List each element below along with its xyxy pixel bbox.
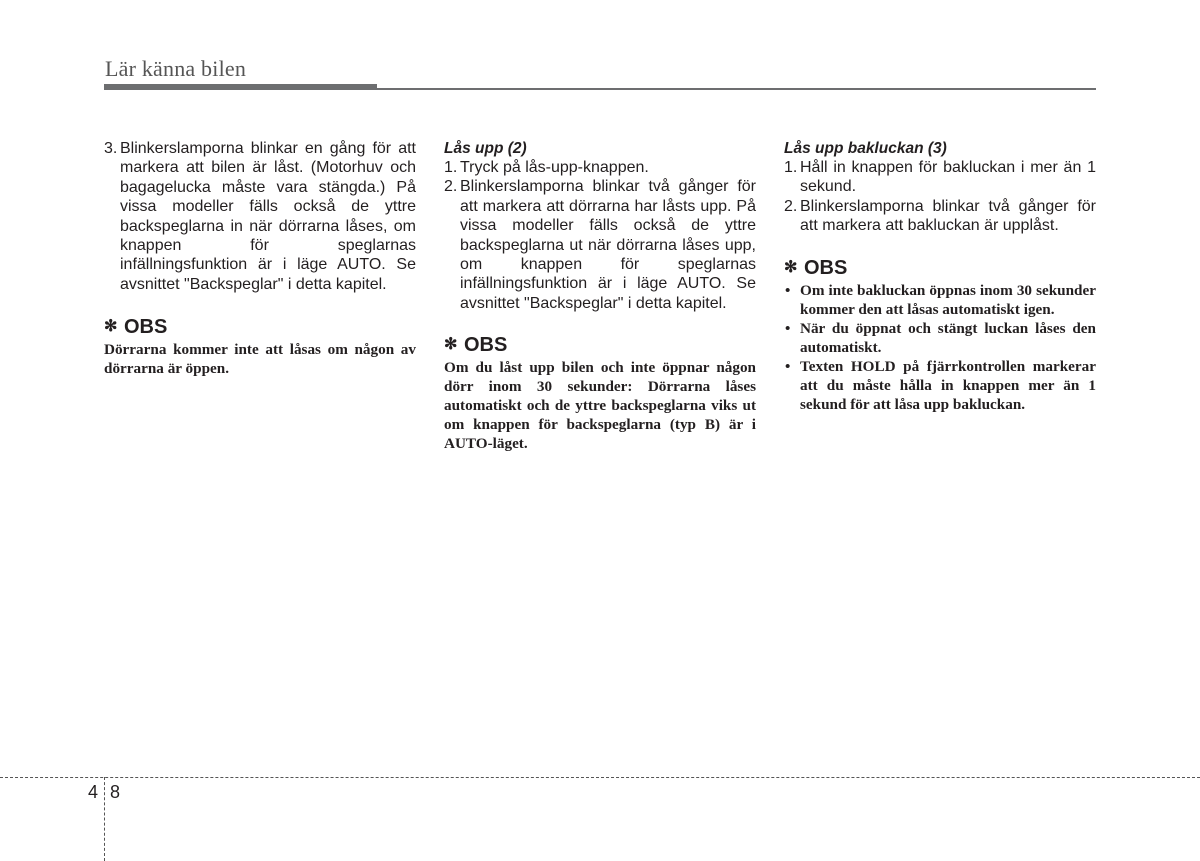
column-1: [104, 139, 416, 378]
bullet-dot-icon: •: [785, 319, 791, 337]
asterisk-note-icon: ✻: [104, 318, 118, 336]
list-item-text: Blinkerslamporna blinkar en gång för att markera att bilen är låst. (Motorhuv och bagagelucka måste vara stängda.) På vissa modeller fälls också de yttre backspeglarna in när dörrarna låses, om knappen för speglarnas infällningsfunktion är i läge AUTO. Se avsnittet "Backspeglar" i detta kapitel.: [120, 140, 416, 293]
obs-text: Om du låst upp bilen och inte öppnar någon dörr inom 30 sekunder: Dörrarna låses automatiskt och de yttre backspeglarna viks ut om knappen för backspeglarna (typ B) är i AUTO-läget.: [444, 359, 756, 453]
obs-text: Dörrarna kommer inte att låsas om någon av dörrarna är öppen.: [104, 341, 416, 378]
numbered-list: [784, 158, 1096, 236]
header-rule-thin: [377, 88, 1096, 90]
page-header-title: Lär känna bilen: [105, 56, 247, 81]
list-item-text: Blinkerslamporna blinkar två gånger för att markera att dörrarna har låsts upp. På vissa modeller fälls också de yttre backspeglarna ut när dörrarna låses upp, om knappen för speglarnas infällningsfunktion är i läge AUTO. Se avsnittet "Backspeglar" i detta kapitel.: [460, 178, 756, 312]
page-chapter-number: 4: [88, 782, 99, 802]
section-subheading: Lås upp (2): [444, 140, 527, 157]
numbered-list: [104, 139, 416, 294]
section-subheading: Lås upp bakluckan (3): [784, 140, 947, 157]
numbered-list: [444, 158, 756, 313]
list-item: [444, 177, 756, 313]
header-rule-thick: [104, 84, 377, 90]
bullet-item: [784, 281, 1096, 319]
bullet-dot-icon: •: [785, 357, 791, 375]
obs-heading-label: OBS: [804, 256, 848, 279]
list-item: [784, 158, 1096, 197]
obs-heading-label: OBS: [124, 316, 168, 339]
list-item-text: Tryck på lås-upp-knappen.: [460, 159, 649, 176]
footer-dashed-rule: [0, 777, 1200, 778]
list-item: [784, 197, 1096, 236]
list-item: [444, 158, 756, 177]
column-3: [784, 139, 1096, 414]
column-2: [444, 139, 756, 453]
list-item-number: 2.: [444, 178, 458, 196]
bullet-text: När du öppnat och stängt luckan låses den automatiskt.: [800, 319, 1096, 356]
list-item-number: 2.: [784, 197, 798, 215]
list-item-number: 3.: [104, 140, 118, 157]
obs-heading-label: OBS: [464, 334, 508, 357]
obs-heading: [104, 316, 416, 338]
bullet-list: [784, 281, 1096, 414]
list-item-number: 1.: [784, 159, 798, 176]
bullet-item: [784, 357, 1096, 414]
list-item-number: 1.: [444, 159, 458, 176]
bullet-text: Texten HOLD på fjärrkontrollen markerar att du måste hålla in knappen mer än 1 sekund för att låsa upp bakluckan.: [800, 357, 1096, 413]
bullet-item: [784, 319, 1096, 357]
bullet-dot-icon: •: [785, 281, 791, 299]
obs-heading: [444, 334, 756, 356]
page-number: 8: [110, 782, 121, 802]
asterisk-note-icon: ✻: [784, 258, 798, 276]
asterisk-note-icon: ✻: [444, 336, 458, 354]
list-item: [104, 139, 416, 294]
obs-heading: [784, 257, 1096, 279]
list-item-text: Håll in knappen för bakluckan i mer än 1 sekund.: [800, 159, 1096, 196]
bullet-text: Om inte bakluckan öppnas inom 30 sekunder kommer den att låsas automatiskt igen.: [800, 281, 1096, 318]
list-item-text: Blinkerslamporna blinkar två gånger för att markera att bakluckan är upplåst.: [800, 197, 1096, 235]
footer-dashed-divider: [104, 777, 105, 861]
